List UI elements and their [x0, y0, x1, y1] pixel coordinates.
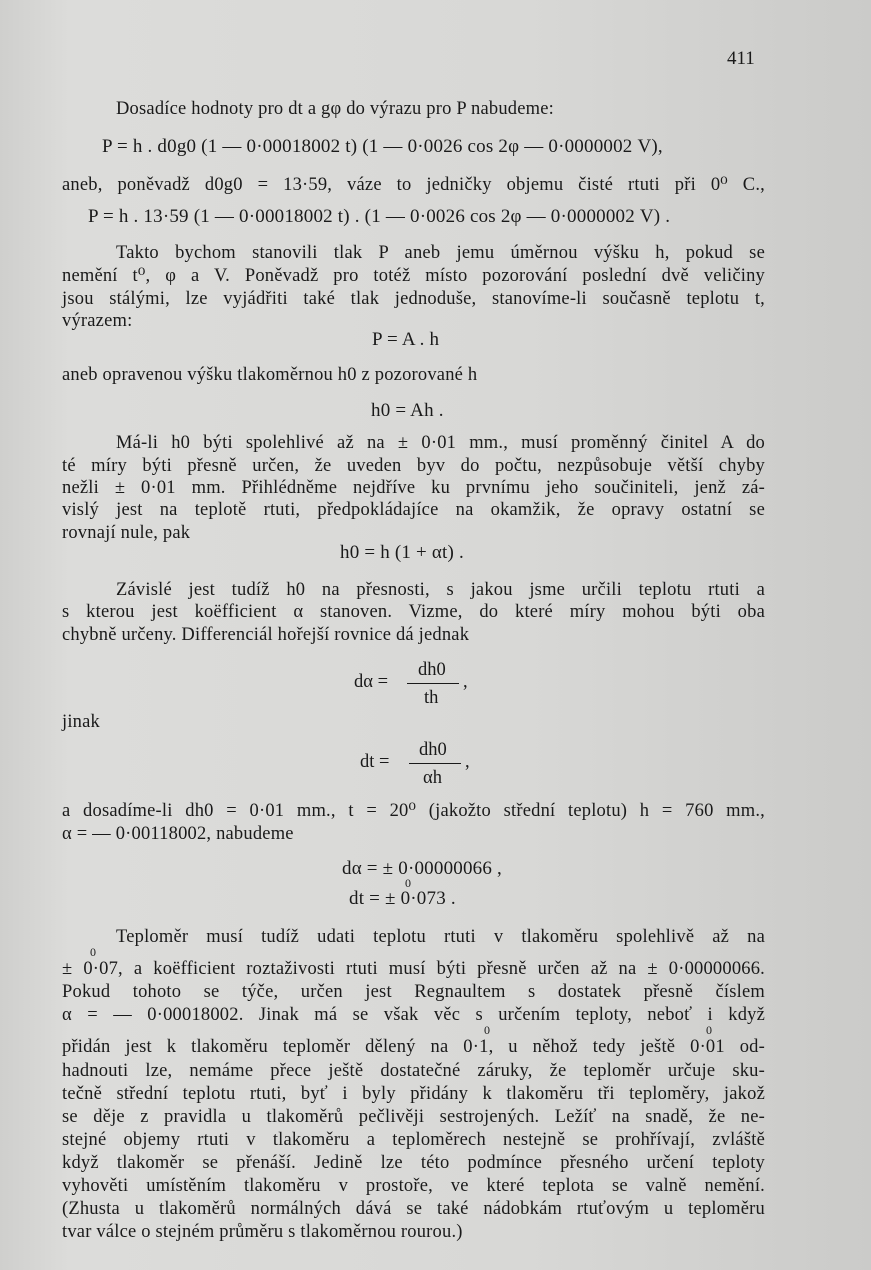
fraction-bar [409, 763, 461, 764]
fraction-denominator: αh [423, 768, 442, 788]
text-line: a dosadíme-li dh0 = 0·01 mm., t = 20⁰ (jakožto střední teplotu) h = 760 mm., [62, 801, 765, 821]
fraction-numerator: dh0 [418, 660, 446, 680]
fraction-denominator: th [424, 688, 439, 708]
text-line: ± 0·07, a koëfficient roztaživosti rtuti musí býti přesně určen až na ± 0·00000066. [62, 959, 765, 979]
text-line: Závislé jest tudíž h0 na přesnosti, s jakou jsme určili teplotu rtuti a [116, 580, 765, 600]
equation: P = A . h [372, 329, 440, 350]
text-line: tvar válce o stejném průměru s tlakoměrnou rourou.) [62, 1222, 463, 1242]
text-line: α = — 0·00018002. Jinak má se však věc s určením teploty, neboť i když [62, 1005, 765, 1025]
text-line: jsou stálými, lze vyjádřiti také tlak jednoduše, stanovíme-li současně teplotu t, [62, 289, 765, 309]
text-line: chybně určeny. Differenciál hořejší rovnice dá jednak [62, 625, 470, 645]
fraction-numerator: dh0 [419, 740, 447, 760]
text-line: aneb, poněvadž d0g0 = 13·59, váze to jedničky objemu čisté rtuti při 0⁰ C., [62, 175, 765, 195]
fraction-bar [407, 683, 459, 684]
equation-tail: , [465, 752, 470, 772]
text-line: když tlakoměr se přenáší. Jedině lze této podmínce přesného určení teploty [62, 1153, 765, 1173]
text-line: se děje z pravidla u tlakoměrů pečlivěji sestrojených. Ležíť na snadě, že ne- [62, 1107, 765, 1127]
text-line: rovnají nule, pak [62, 523, 191, 543]
text-line: Takto bychom stanovili tlak P aneb jemu úměrnou výšku h, pokud se [116, 243, 765, 263]
text-line: Pokud tohoto se týče, určen jest Regnaultem s dostatek přesně číslem [62, 982, 765, 1002]
text-line: přidán jest k tlakoměru teploměr dělený na 0·1, u něhož tedy ještě 0·01 od- [62, 1037, 765, 1057]
equation-lhs: dt = [360, 752, 390, 772]
equation: dα = ± 0·00000066 , [342, 858, 502, 879]
text-line: α = — 0·00118002, nabudeme [62, 824, 294, 844]
degree-mark: 0 [405, 876, 412, 890]
equation: P = h . 13·59 (1 — 0·00018002 t) . (1 — 0·0026 cos 2φ — 0·0000002 V) . [88, 206, 671, 227]
text-line: té míry býti přesně určen, že uveden byv do počtu, nezpůsobuje větší chyby [62, 456, 765, 476]
degree-mark: 0 [706, 1023, 713, 1037]
text-line: Má-li h0 býti spolehlivé až na ± 0·01 mm., musí proměnný činitel A do [116, 433, 765, 453]
text-line: vislý jest na teplotě rtuti, předpokládajíce na okamžik, že opravy ostatní se [62, 500, 765, 520]
text-line: jinak [62, 712, 100, 732]
text-line: výrazem: [62, 311, 133, 331]
text-line: vyhověti umístěním tlakoměru v prostoře, ve které teplota se valně nemění. [62, 1176, 765, 1196]
text-line: tečně střední teplotu rtuti, byť i byly přidány k tlakoměru tři teploměry, jakož [62, 1084, 765, 1104]
degree-mark: 0 [484, 1023, 491, 1037]
text-line: hadnouti lze, nemáme přece ještě dostatečné záruky, že teploměr určuje sku- [62, 1061, 765, 1081]
equation: P = h . d0g0 (1 — 0·00018002 t) (1 — 0·0026 cos 2φ — 0·0000002 V), [102, 136, 663, 157]
degree-mark: 0 [90, 945, 97, 959]
text-line: stejné objemy rtuti v tlakoměru a teploměrech nestejně se prohřívají, zvláště [62, 1130, 765, 1150]
equation: h0 = h (1 + αt) . [340, 542, 464, 563]
equation: dt = ± 0·073 . [349, 888, 456, 909]
text-line: nežli ± 0·01 mm. Přihlédněme nejdříve ku prvnímu jeho součiniteli, jenž zá- [62, 478, 765, 498]
text-line: Teploměr musí tudíž udati teplotu rtuti v tlakoměru spolehlivě až na [116, 927, 765, 947]
equation-lhs: dα = [354, 672, 389, 692]
text-line: Dosadíce hodnoty pro dt a gφ do výrazu pro P nabudeme: [116, 99, 554, 119]
equation: h0 = Ah . [371, 400, 444, 421]
text-line: s kterou jest koëfficient α stanoven. Vizme, do které míry mohou býti oba [62, 602, 765, 622]
page-number: 411 [727, 48, 755, 69]
text-line: nemění t⁰, φ a V. Poněvadž pro totéž místo pozorování poslední dvě veličiny [62, 266, 765, 286]
text-line: aneb opravenou výšku tlakoměrnou h0 z pozorované h [62, 365, 478, 385]
equation-tail: , [463, 672, 468, 692]
text-line: (Zhusta u tlakoměrů normálných dává se také nádobkám rtuťovým u teploměru [62, 1199, 765, 1219]
